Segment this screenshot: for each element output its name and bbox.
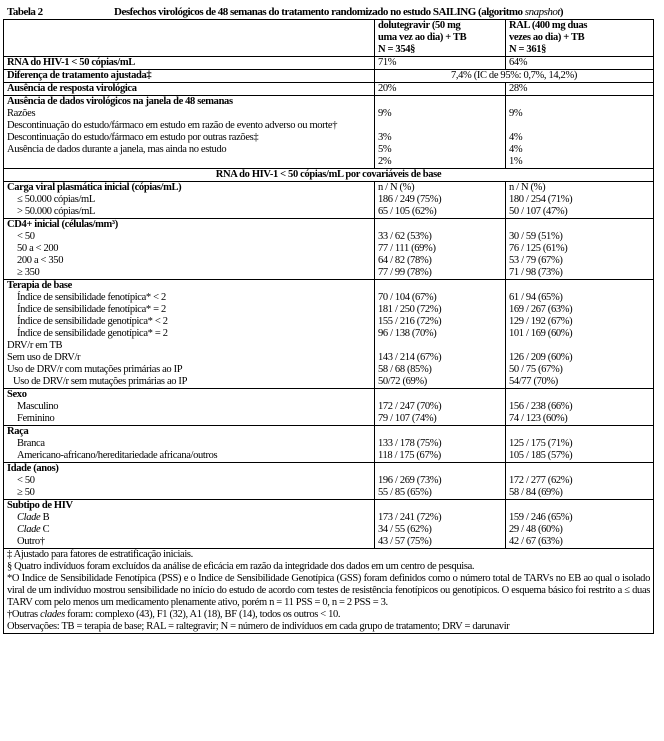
row-value-dtg: 118 / 175 (67%) [378, 450, 441, 461]
row-value-dtg: 50/72 (69%) [378, 376, 427, 387]
group-ral-values [506, 389, 654, 426]
group-dtg-values [375, 500, 506, 549]
group-title: Carga viral plasmática inicial (cópias/mL) [7, 182, 182, 193]
row-value-dtg: 181 / 250 (72%) [378, 304, 442, 315]
row-label: Feminino [17, 413, 55, 424]
nonresponse-dtg: 20% [375, 83, 506, 96]
row-label: DRV/r em TB [7, 340, 63, 351]
rna-overall-row [4, 57, 654, 70]
group-dtg-values [375, 219, 506, 280]
row-value-dtg: 33 / 62 (53%) [378, 231, 432, 242]
group-labels [4, 219, 375, 280]
group-dtg-values [375, 463, 506, 500]
covariates-title-row [4, 169, 654, 182]
row-value-ral: 50 / 107 (47%) [509, 206, 568, 217]
row-value-dtg: 186 / 249 (75%) [378, 194, 442, 205]
group-row [4, 219, 654, 280]
row-value-dtg: 196 / 269 (73%) [378, 475, 442, 486]
row-value-dtg: 79 / 107 (74%) [378, 413, 437, 424]
rna-overall-label: RNA do HIV-1 < 50 cópias/mL [4, 57, 375, 70]
footnote: †Outras clades foram: complexo (43), F1 (32), A1 (18), BF (14), todos os outros < 10. [4, 609, 654, 621]
row-value-ral: 50 / 75 (67%) [509, 364, 563, 375]
row-label: 200 a < 350 [17, 255, 64, 266]
row-value-ral: 101 / 169 (60%) [509, 328, 573, 339]
row-label: < 50 [17, 231, 35, 242]
table-label: Tabela 2 [7, 6, 43, 18]
row-value-ral: 61 / 94 (65%) [509, 292, 563, 303]
footnote-row [4, 573, 654, 609]
group-title-dtg [378, 426, 502, 438]
row-value-dtg: 64 / 82 (78%) [378, 255, 432, 266]
row-label: ≤ 50.000 cópias/mL [17, 194, 95, 205]
group-dtg-values [375, 280, 506, 389]
group-title-dtg [378, 280, 502, 292]
row-value-dtg: 143 / 214 (67%) [378, 352, 442, 363]
group-title-ral [509, 500, 650, 512]
group-ral-values [506, 280, 654, 389]
row-label: Uso de DRV/r com mutações primárias ao IP [7, 364, 183, 375]
row-value-ral: 54/77 (70%) [509, 376, 558, 387]
group-dtg-values [375, 426, 506, 463]
row-value-ral: 172 / 277 (62%) [509, 475, 573, 486]
group-title-ral [509, 463, 650, 475]
table-title: Desfechos virológicos de 48 semanas do tratamento randomizado no estudo SAILING (algoritmo snapshot) [114, 6, 564, 18]
group-ral-values [506, 463, 654, 500]
difference-row [4, 70, 654, 83]
row-value-ral: 74 / 123 (60%) [509, 413, 568, 424]
row-value-dtg: 43 / 57 (75%) [378, 536, 432, 547]
group-row [4, 500, 654, 549]
row-label: Outro† [17, 536, 45, 547]
group-dtg-values [375, 182, 506, 219]
group-ral-values [506, 426, 654, 463]
row-value-ral: 180 / 254 (71%) [509, 194, 573, 205]
row-value-dtg: 155 / 216 (72%) [378, 316, 442, 327]
difference-label: Diferença de tratamento ajustada‡ [4, 70, 375, 83]
group-labels [4, 182, 375, 219]
group-labels [4, 280, 375, 389]
group-title: Terapia de base [7, 280, 72, 291]
group-title: Subtipo de HIV [7, 500, 73, 511]
group-title: Raça [7, 426, 29, 437]
missing-data-ral: 9% 4% 4% 1% [506, 96, 654, 169]
row-value-dtg: 96 / 138 (70%) [378, 328, 437, 339]
row-value-ral: 159 / 246 (65%) [509, 512, 573, 523]
group-title-dtg [378, 500, 502, 512]
group-dtg-values [375, 389, 506, 426]
footnote-row [4, 621, 654, 634]
row-label: Índice de sensibilidade fenotípica* = 2 [17, 304, 166, 315]
header-row [4, 20, 654, 57]
row-label: > 50.000 cópias/mL [17, 206, 96, 217]
group-title-dtg: n / N (%) [378, 182, 415, 193]
group-title-ral [509, 280, 650, 292]
header-raltegravir: RAL (400 mg duas vezes ao dia) + TB N = 361§ [506, 20, 654, 57]
row-value-ral: 71 / 98 (73%) [509, 267, 563, 278]
group-labels [4, 426, 375, 463]
row-label: ≥ 350 [17, 267, 40, 278]
row-label: Americano-africano/hereditariedade africana/outros [17, 450, 218, 461]
row-label: Masculino [17, 401, 59, 412]
row-label: Sem uso de DRV/r [7, 352, 81, 363]
row-value-dtg: 172 / 247 (70%) [378, 401, 442, 412]
row-label: Clade B [17, 512, 50, 523]
group-title: Sexo [7, 389, 27, 400]
row-value-ral: 53 / 79 (67%) [509, 255, 563, 266]
header-dolutegravir: dolutegravir (50 mg uma vez ao dia) + TB N = 354§ [375, 20, 506, 57]
row-value-ral: 105 / 185 (57%) [509, 450, 573, 461]
nonresponse-row [4, 83, 654, 96]
row-label: Branca [17, 438, 45, 449]
group-labels [4, 389, 375, 426]
group-ral-values [506, 182, 654, 219]
group-title-dtg [378, 389, 502, 401]
row-value-dtg: 58 / 68 (85%) [378, 364, 432, 375]
table-caption [3, 6, 660, 19]
group-row [4, 280, 654, 389]
row-value-dtg: 34 / 55 (62%) [378, 524, 432, 535]
row-value-dtg: 55 / 85 (65%) [378, 487, 432, 498]
row-value-ral: 30 / 59 (51%) [509, 231, 563, 242]
row-label: Índice de sensibilidade fenotípica* < 2 [17, 292, 166, 303]
outcomes-table [3, 19, 654, 634]
group-row [4, 463, 654, 500]
group-labels [4, 463, 375, 500]
row-value-ral [509, 340, 650, 352]
group-row [4, 389, 654, 426]
footnote: Observações: TB = terapia de base; RAL = raltegravir; N = número de indivíduos em cada grupo de tratamento; DRV = darunavir [4, 621, 654, 634]
row-label: < 50 [17, 475, 35, 486]
row-value-ral: 42 / 67 (63%) [509, 536, 563, 547]
missing-data-labels: Ausência de dados virológicos na janela de 48 semanas Razões Descontinuação do estudo/fármaco em estudo em razão de evento adverso ou morte† Descontinuação do estudo/fármaco em estudo por outras razões‡ Ausência de dados durante a janela, mas ainda no estudo [4, 96, 375, 169]
row-label: Clade C [17, 524, 50, 535]
row-value-ral: 29 / 48 (60%) [509, 524, 563, 535]
group-title-ral [509, 219, 650, 231]
row-value-dtg: 77 / 99 (78%) [378, 267, 432, 278]
footnote: § Quatro indivíduos foram excluídos da análise de eficácia em razão da integridade dos dados em um centro de pesquisa. [4, 561, 654, 573]
footnote-row [4, 549, 654, 562]
covariates-title: RNA do HIV-1 < 50 cópias/mL por covariáveis de base [4, 169, 654, 182]
row-value-dtg: 70 / 104 (67%) [378, 292, 437, 303]
row-value-ral: 156 / 238 (66%) [509, 401, 573, 412]
footnote: ‡ Ajustado para fatores de estratificação iniciais. [4, 549, 654, 562]
group-ral-values [506, 500, 654, 549]
group-title-ral [509, 426, 650, 438]
row-value-ral: 129 / 192 (67%) [509, 316, 573, 327]
group-title-dtg [378, 219, 502, 231]
row-value-dtg: 77 / 111 (69%) [378, 243, 436, 254]
row-value-dtg: 173 / 241 (72%) [378, 512, 442, 523]
footnote-row [4, 609, 654, 621]
row-label: ≥ 50 [17, 487, 35, 498]
row-label: Uso de DRV/r sem mutações primárias ao IP [13, 376, 188, 387]
row-label: Índice de sensibilidade genotípica* < 2 [17, 316, 168, 327]
nonresponse-label: Ausência de resposta virológica [4, 83, 375, 96]
group-title-ral: n / N (%) [509, 182, 546, 193]
row-value-ral: 58 / 84 (69%) [509, 487, 563, 498]
group-title: Idade (anos) [7, 463, 59, 474]
row-label: 50 a < 200 [17, 243, 59, 254]
row-value-ral: 76 / 125 (61%) [509, 243, 568, 254]
group-row [4, 182, 654, 219]
rna-overall-dtg: 71% [375, 57, 506, 70]
footnote-row [4, 561, 654, 573]
row-label: Índice de sensibilidade genotípica* = 2 [17, 328, 168, 339]
group-labels [4, 500, 375, 549]
row-value-ral: 126 / 209 (60%) [509, 352, 573, 363]
missing-data-dtg: 9% 3% 5% 2% [375, 96, 506, 169]
nonresponse-ral: 28% [506, 83, 654, 96]
difference-value: 7,4% (IC de 95%: 0,7%, 14,2%) [375, 70, 654, 83]
row-value-ral: 169 / 267 (63%) [509, 304, 573, 315]
row-value-dtg: 133 / 178 (75%) [378, 438, 442, 449]
row-value-ral: 125 / 175 (71%) [509, 438, 573, 449]
group-title-ral [509, 389, 650, 401]
group-title-dtg [378, 463, 502, 475]
group-ral-values [506, 219, 654, 280]
document-page [3, 6, 660, 634]
row-value-dtg [378, 340, 502, 352]
group-title: CD4+ inicial (células/mm³) [7, 219, 118, 230]
footnote: *O Índice de Sensibilidade Fenotípica (PSS) e o Índice de Sensibilidade Genotípica (GSS) foram definidos como o número total de TARVs no EB ao qual o isolado viral de um indivíduo mostrou sensibilidade no início do estudo de acordo com testes de resistência fenotípicos ou genotípicos. O esquema básico foi restrito a ≤ duas TARV com pelo menos um medicamento plenamente ativo, porém n = 11 PSS = 0, n = 2 PSS = 3. [4, 573, 654, 609]
row-value-dtg: 65 / 105 (62%) [378, 206, 437, 217]
header-empty-cell [4, 20, 375, 57]
rna-overall-ral: 64% [506, 57, 654, 70]
group-row [4, 426, 654, 463]
missing-data-row [4, 96, 654, 169]
